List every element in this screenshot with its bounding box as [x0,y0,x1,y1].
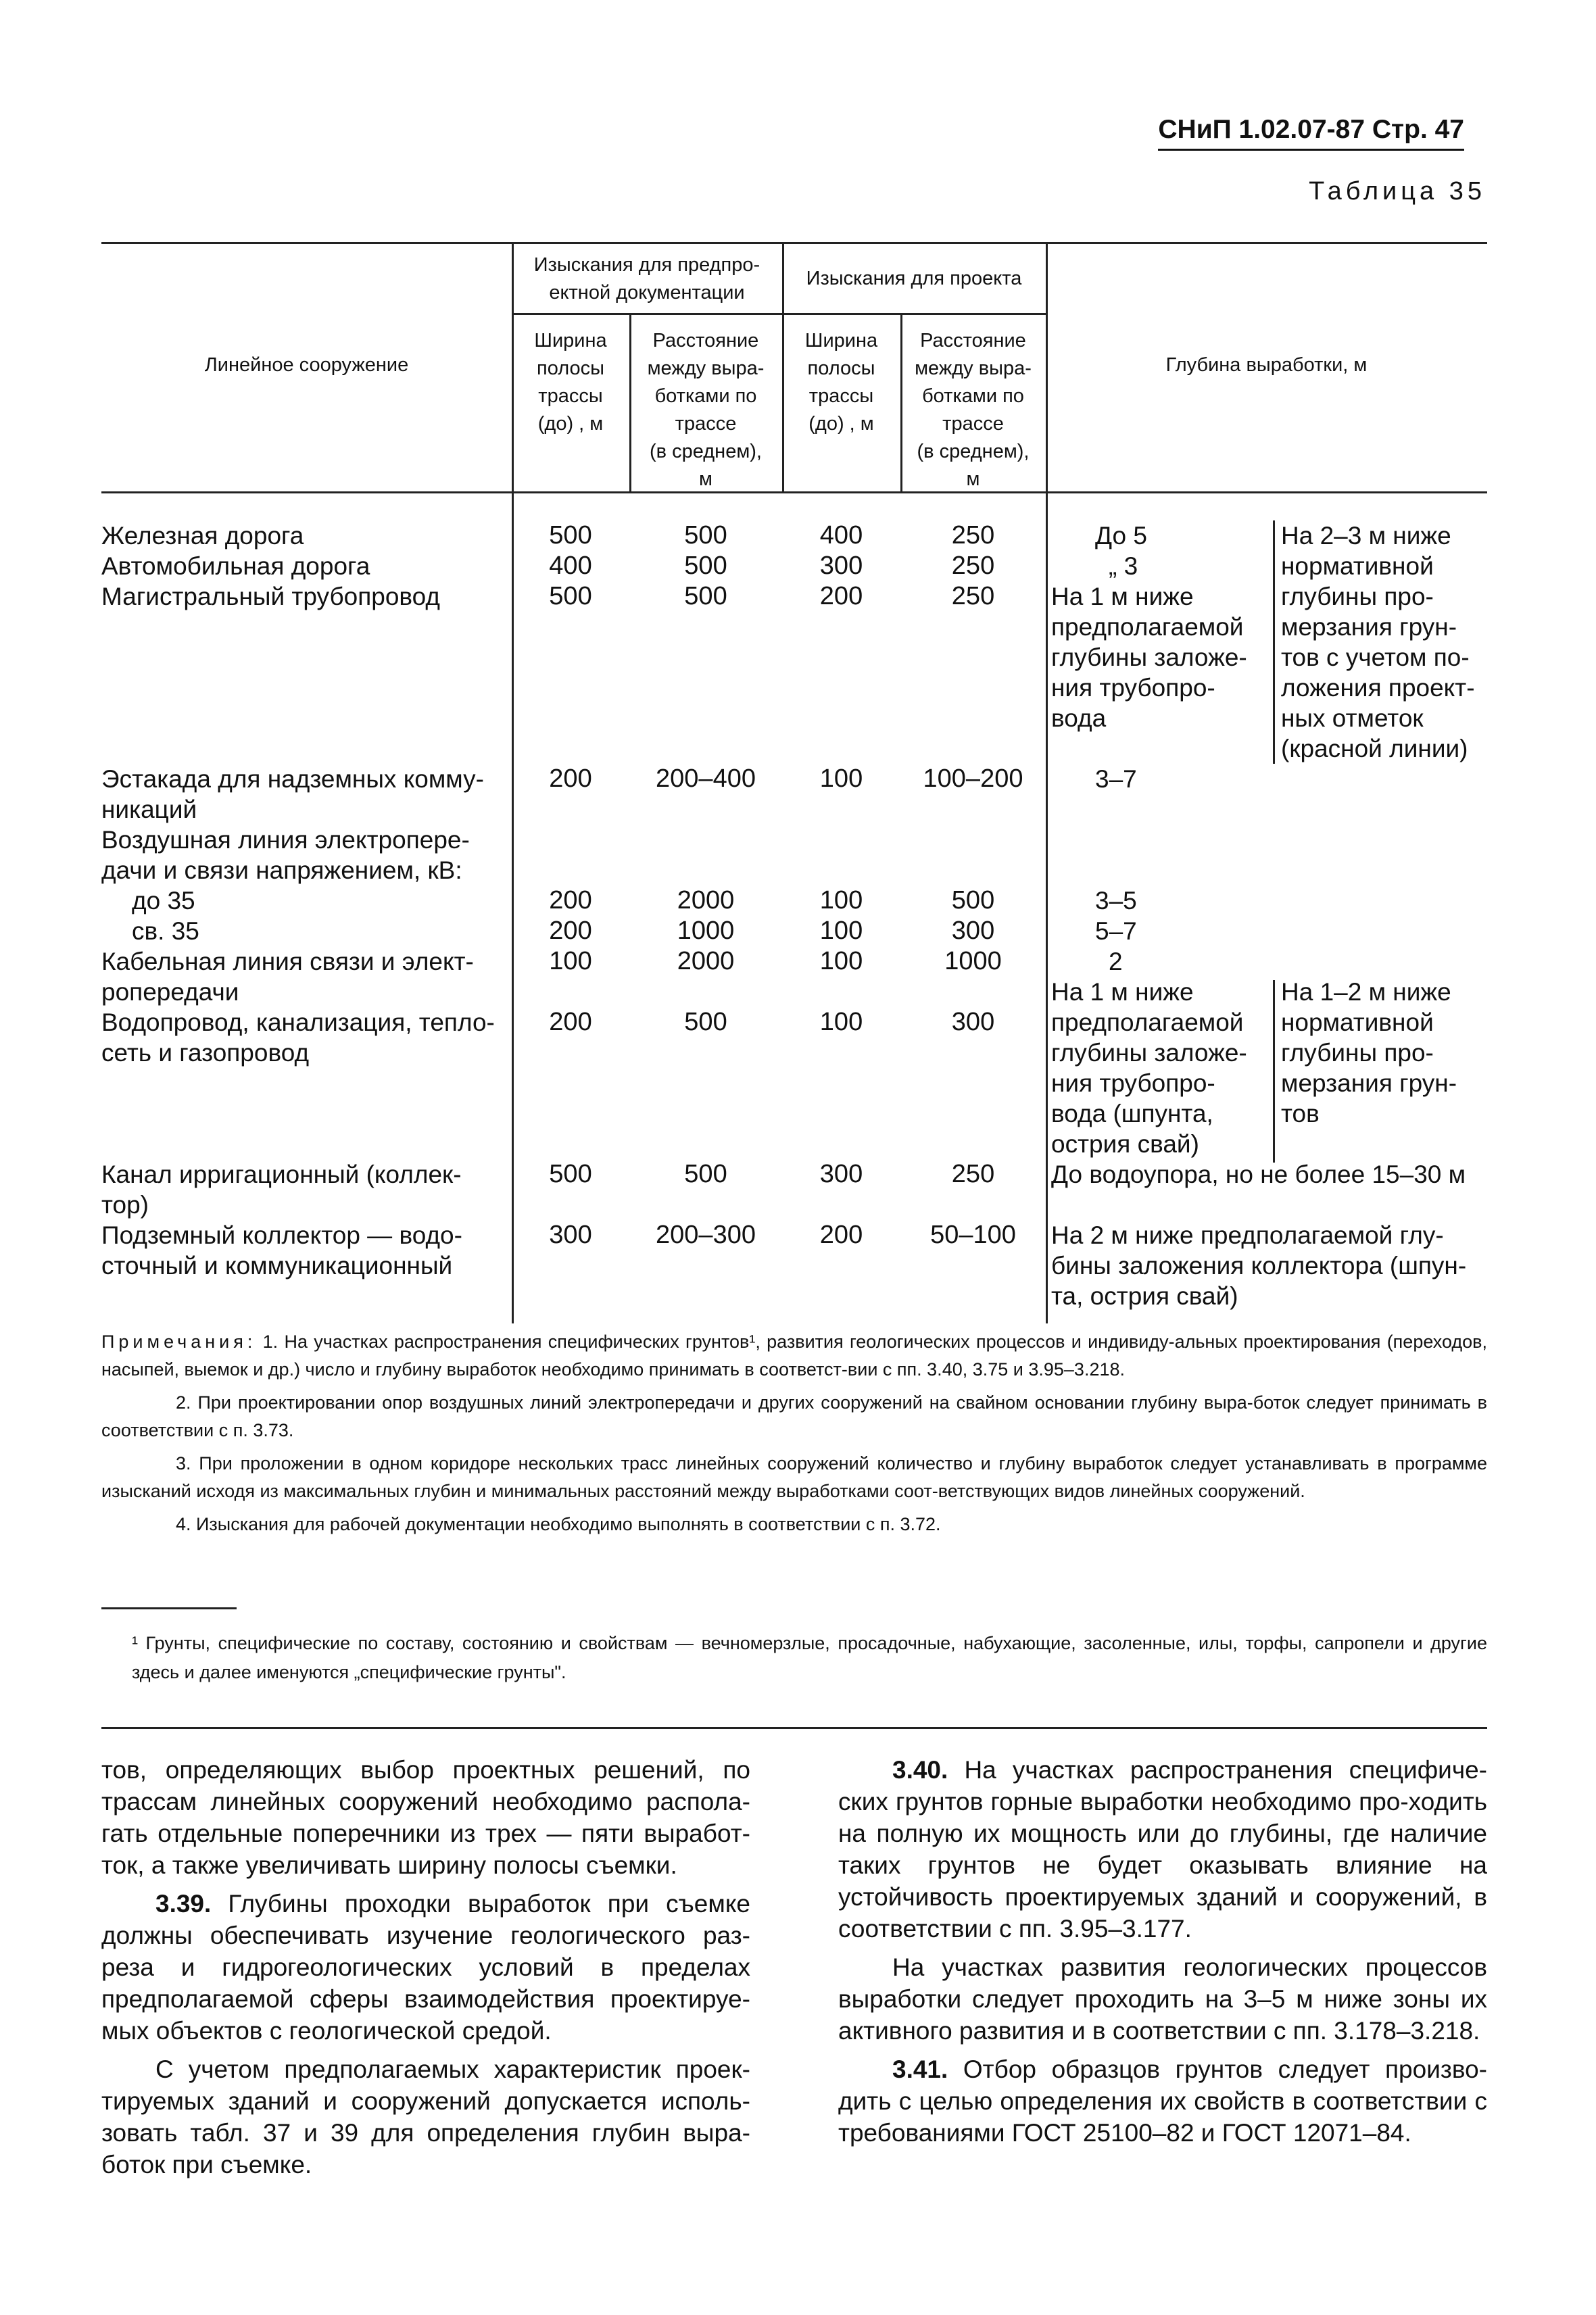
row-name: Автомобильная дорога [101,552,370,580]
group-rule [512,313,1046,315]
table-top-rule [101,242,1487,244]
cell-depth: До водоупора, но не более 15–30 м [1051,1161,1466,1188]
cell-width-2: 100 [819,947,863,975]
cell-distance-1: 200–400 [656,764,756,793]
cell-distance-2: 500 [951,886,995,915]
cell-distance-2: 250 [951,552,995,580]
notes-label: Примечания: [101,1332,257,1352]
cell-width-1: 200 [549,917,592,945]
cell-width-1: 500 [549,521,592,550]
head-width-1: Ширина полосы трассы (до) , м [534,330,607,435]
cell-distance-1: 500 [684,521,727,550]
cell-width-1: 200 [549,764,592,793]
table-caption: Таблица 35 [1309,177,1486,205]
row-name: Подземный коллектор — водо- сточный и коммуникационный [101,1221,462,1280]
footnote: ¹ Грунты, специфические по составу, состоянию и свойствам — вечномерзлые, просадочные, набухающие, засоленные, илы, торфы, сапропели и другие здесь и далее именуются „специфические грунты". [132,1633,1487,1682]
cell-distance-1: 2000 [677,947,735,975]
clause-number: 3.40. [892,1756,948,1784]
page-divider [101,1727,1487,1729]
cell-width-2: 400 [819,521,863,550]
table-head-rule [101,491,1487,493]
clause-number: 3.39. [155,1890,212,1918]
cell-depth: 2 [1109,948,1123,975]
head-distance-1: Расстояние между выра- ботками по трассе (в среднем), м [647,330,765,490]
cell-width-2: 100 [819,917,863,945]
cell-width-1: 200 [549,886,592,915]
cell-distance-1: 500 [684,552,727,580]
note-4: 4. Изыскания для рабочей документации необходимо выполнять в соответствии с п. 3.72. [176,1514,941,1534]
row-name: Водопровод, канализация, тепло- сеть и газопровод [101,1008,495,1067]
body-right-column [838,1754,1487,2149]
cell-width-1: 100 [549,947,592,975]
cell-distance-2: 250 [951,1160,995,1188]
cell-distance-2: 300 [951,1008,995,1036]
table-notes [101,1328,1487,1538]
cell-distance-1: 1000 [677,917,735,945]
cell-depth: На 2 м ниже предполагаемой глу- бины заложения коллектора (шпун- та, острия свай) [1051,1221,1467,1310]
head-structure: Линейное сооружение [204,354,409,376]
cell-distance-2: 100–200 [923,764,1023,793]
paragraph: На участках развития геологических процессов выработки следует проходить на 3–5 м ниже зоны их активного развития и в соответствии с пп. 3.178–3.218. [838,1953,1487,2045]
row-name: Воздушная линия электропере- дачи и связи напряжением, кВ: [101,826,470,884]
cell-depth: 5–7 [1095,917,1137,945]
cell-distance-2: 50–100 [930,1221,1016,1249]
row-name: Железная дорога [101,522,304,550]
cell-width-2: 100 [819,886,863,915]
row-name: Канал ирригационный (коллек- тор) [101,1161,462,1219]
cell-width-1: 400 [549,552,592,580]
cell-width-1: 500 [549,1160,592,1188]
paragraph: тов, определяющих выбор проектных решений, по трассам линейных сооружений необходимо распола-гать отдельные поперечники из трех — пяти выработ-ток, а также увеличивать ширину полосы съемки. [101,1756,750,1879]
clause-number: 3.41. [892,2055,948,2083]
note-rule-1 [1273,520,1275,764]
col-rule-5 [1046,242,1048,1323]
cell-depth-note: На 1–2 м ниже нормативной глубины про- мерзания грун- тов [1281,978,1457,1127]
cell-distance-1: 2000 [677,886,735,915]
row-name: Кабельная линия связи и элект- ропередачи [101,948,474,1006]
head-distance-2: Расстояние между выра- ботками по трассе (в среднем), м [915,330,1032,490]
cell-width-2: 200 [819,582,863,610]
note-rule-2 [1273,980,1275,1163]
cell-depth-note: На 1 м ниже предполагаемой глубины заложе- ния трубопро- вода [1051,583,1247,732]
cell-width-2: 100 [819,1008,863,1036]
head-depth: Глубина выработки, м [1165,354,1368,376]
cell-width-2: 300 [819,1160,863,1188]
head-width-2: Ширина полосы трассы (до) , м [804,330,878,435]
row-name: Эстакада для надземных комму- никаций [101,765,484,823]
cell-depth-note: На 2–3 м ниже нормативной глубины про- мерзания грун- тов с учетом по- ложения проект- ных отметок (красной линии) [1281,522,1475,762]
cell-width-2: 100 [819,764,863,793]
head-group-predesign: Изыскания для предпро- ектной документации [533,254,760,303]
cell-depth: 3–5 [1095,887,1137,915]
cell-distance-1: 200–300 [656,1221,756,1249]
row-name: до 35 [132,887,195,915]
cell-distance-1: 500 [684,1008,727,1036]
cell-width-1: 300 [549,1221,592,1249]
cell-depth: „ 3 [1109,552,1138,580]
running-head: СНиП 1.02.07-87 Стр. 47 [1158,115,1464,151]
cell-width-1: 200 [549,1008,592,1036]
cell-distance-2: 300 [951,917,995,945]
cell-distance-1: 500 [684,582,727,610]
cell-width-1: 500 [549,582,592,610]
note-2: 2. При проектировании опор воздушных линий электропередачи и других сооружений на свайном основании глубину выра-боток следует принимать в соответствии с п. 3.73. [101,1392,1487,1440]
note-3: 3. При проложении в одном коридоре нескольких трасс линейных сооружений количество и глубину выработок следует устанавливать в программе изысканий исходя из максимальных глубин и минимальных расстояний между выработками соот-ветствующих видов линейных сооружений. [101,1453,1487,1501]
cell-distance-2: 1000 [944,947,1002,975]
footnote-rule [101,1607,237,1609]
paragraph: Отбор образцов грунтов следует произво-дить с целью определения их свойств в соответствии с требованиями ГОСТ 25100–82 и ГОСТ 12071–84. [838,2055,1487,2147]
cell-depth: 3–7 [1095,765,1137,793]
note-1: 1. На участках распространения специфических грунтов¹, развития геологических процессов и индивиду-альных проектирования (переходов, насыпей, выемок и др.) число и глубину выработок необходимо принимать в соответст-вии с пп. 3.40, 3.75 и 3.95–3.218. [101,1332,1487,1380]
cell-depth-note: На 1 м ниже предполагаемой глубины заложе- ния трубопро- вода (шпунта, острия свай) [1051,978,1247,1158]
paragraph: На участках распространения специфиче-ских грунтов горные выработки необходимо про-ходить на полную их мощность или до глубины, где наличие таких грунтов не будет оказывать влияние на устойчивость проектируемых зданий и сооружений, в соответствии с пп. 3.95–3.177. [838,1756,1487,1943]
row-name: св. 35 [132,917,199,945]
head-group-project: Изыскания для проекта [806,268,1022,289]
paragraph: С учетом предполагаемых характеристик проек-тируемых зданий и сооружений допускается исполь-зовать табл. 37 и 39 для определения глубин выра-боток при съемке. [101,2055,750,2178]
cell-distance-1: 500 [684,1160,727,1188]
paragraph: Глубины проходки выработок при съемке должны обеспечивать изучение геологического раз-реза и гидрогеологических условий в пределах предполагаемой сферы взаимодействия проектируе-мых объектов с геологической средой. [101,1890,750,2045]
cell-distance-2: 250 [951,521,995,550]
cell-width-2: 300 [819,552,863,580]
cell-distance-2: 250 [951,582,995,610]
cell-width-2: 200 [819,1221,863,1249]
row-name: Магистральный трубопровод [101,583,440,610]
body-left-column [101,1754,750,2180]
cell-depth: До 5 [1095,522,1147,550]
